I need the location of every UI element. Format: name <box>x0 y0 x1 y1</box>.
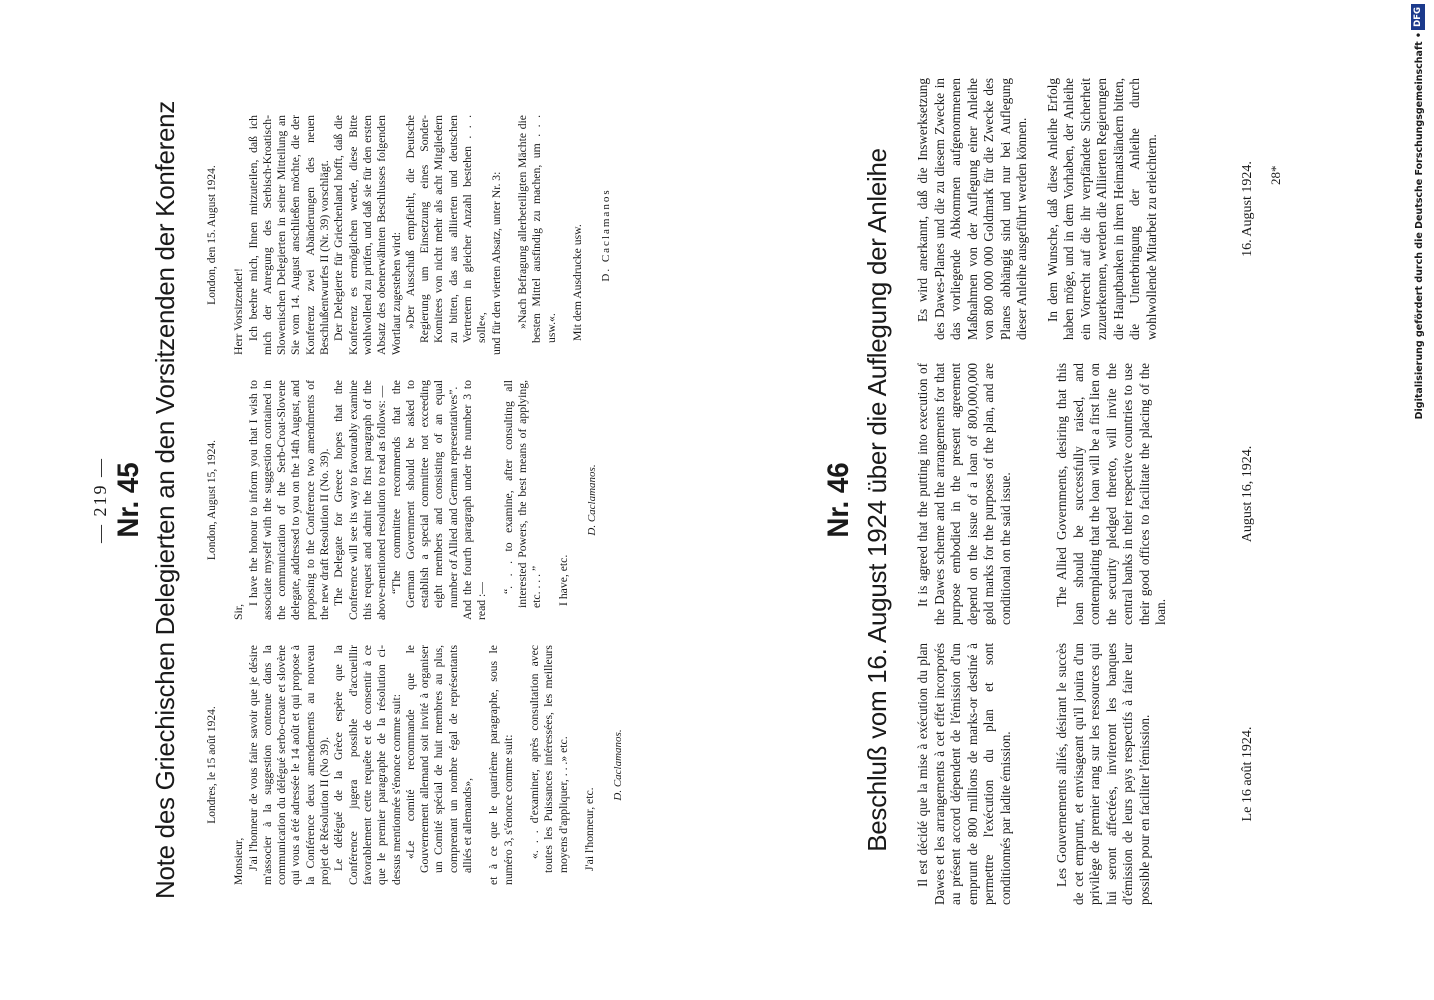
doc45-en-p1: I have the honour to inform you that I wish to associate myself with the suggestion contained in the communication of the Serb-Croat-Slovene delegate, addressed to you on the 14th August, and proposing to the Conference two amendments of the new draft Resolution II (No. 39). <box>246 380 332 620</box>
doc45-en-signature: D. Caclamanos. <box>585 464 598 536</box>
doc45-de-dateline: London, den 15. August 1924. <box>206 165 218 305</box>
doc45-de-p3: »Der Ausschuß empfiehlt, die Deutsche Regierung um Einsetzung eines Sonder-Komitees von nicht mehr als acht Mitgliedern zu bitten, das aus alliierten und deutschen Vertretern in gleicher Anzahl bestehen . . . solle«, <box>403 115 489 343</box>
doc45-fr-p3: «Le comité recommande que le Gouvernement allemand soit invité à organiser un Comité spécial de huit membres au plus, comprenant un nombre égal de représentants alliés et allemands», <box>403 645 475 873</box>
doc46-english-column <box>915 363 1170 625</box>
doc46-de-p2: In dem Wunsche, daß diese Anleihe Erfolg haben möge, und in dem Vorhaben, der Anleihe ein Vorrecht auf die ihr verpfändete Sicherheit zuzuerkennen, werden die Alliierten Regierungen die Hauptbanken in ihren Heimatsländern bitten, die Unterbringung der Anleihe durch wohlwollende Mitarbeit zu erleichtern. <box>1044 78 1159 340</box>
doc45-en-p2: The Delegate for Greece hopes that the Conference will see its way to favourably examine this request and admit the first paragraph of the above-mentioned resolution to read as follows: — <box>332 380 389 620</box>
doc45-fr-p2: Le délégué de la Grèce espère que la Conférence jugera possible d'accueillir favorablement cette requête et de consentir à ce que le premier paragraphe de la résolution ci-dessus mentionnée s'énonce comme suit: <box>332 645 403 885</box>
doc45-en-salutation: Sir, <box>232 603 246 620</box>
doc45-fr-p6: J'ai l'honneur, etc. <box>582 787 596 871</box>
doc45-en-p3: “The committee recommends that the German Government should be asked to establish a special committee not exceeding eight members and consisting of an equal number of Allied and German representatives”. <box>389 380 460 608</box>
doc46-number: Nr. 46 <box>822 462 855 538</box>
doc45-english-column <box>205 380 599 620</box>
doc45-fr-signature: D. Caclamanos. <box>612 729 625 801</box>
doc45-de-salutation: Herr Vorsitzender! <box>232 268 246 355</box>
doc45-en-p6: I have, etc. <box>556 554 570 606</box>
doc45-fr-p5: «. . . d'examiner, après consultation avec toutes les Puissances intéressées, les meilleurs moyens d'appliquer, . . .» etc. <box>527 645 570 873</box>
doc45-de-signature: D. Caclamanos <box>600 188 613 282</box>
dfg-watermark <box>1410 0 1432 1000</box>
doc46-en-p2: The Allied Governments, desiring that this loan should be successfully raised, and contemplating that the loan will be a first lien on the security pledged thereto, will invite the central banks in their respective countries to use their good offices to facilitate the placing of the loan. <box>1054 363 1168 625</box>
doc45-fr-salutation: Monsieur, <box>232 837 246 885</box>
doc45-fr-p4: et à ce que le quatrième paragraphe, sous le numéro 3, s'énonce comme suit: <box>487 645 515 885</box>
doc45-number: Nr. 45 <box>112 462 145 538</box>
doc46-de-date: 16. August 1924. <box>1240 161 1255 257</box>
page-number: — 219 — <box>90 457 110 543</box>
dfg-logo: DFG <box>1411 4 1425 30</box>
doc45-title: Note des Griechischen Delegierten an den Vorsitzenden der Konferenz <box>150 101 180 899</box>
doc46-german-column <box>915 78 1160 340</box>
doc46-french-column <box>915 643 1153 905</box>
doc45-french-column <box>205 645 625 885</box>
doc45-en-p5: “. . . to examine, after consulting all interested Powers, the best means of applying, etc. . . . ” <box>501 380 544 608</box>
doc46-fr-p1: Il est décidé que la mise à exécution du plan Dawes et les arrangements à cet effet incorporés au présent accord dépendent de l'émission d'un emprunt de 800 millions de marks-or destiné à permettre l'exécution du plan et sont conditionnés par ladite émission. <box>915 643 1013 905</box>
doc46-fr-date: Le 16 août 1924. <box>1240 726 1255 822</box>
doc45-de-p2: Der Delegierte für Griechenland hofft, daß die Konferenz es ermöglichen werde, diese Bitte wohlwollend zu prüfen, und daß sie für den ersten Absatz des obenerwähnten Beschlusses folgenden Wortlaut zugestehen wird: <box>332 115 403 355</box>
doc45-fr-p1: J'ai l'honneur de vous faire savoir que je désire m'associer à la suggestion contenue dans la communication du délégué serbo-croate et slovène qui vous a été adressée le 14 août et qui propose à la Conférence deux amendements au nouveau projet de Résolution II (No 39). <box>246 645 332 885</box>
doc46-en-date: August 16, 1924. <box>1240 445 1255 543</box>
doc46-fr-p2: Les Gouvernements alliés, désirant le succès de cet emprunt, et envisageant qu'il jouira d'un privilège de premier rang sur les ressources qui lui seront affectées, inviteront les banques d'émission de leurs pays respectifs à faire leur possible pour en faciliter l'émission. <box>1054 643 1152 905</box>
doc45-de-p5: »Nach Befragung allerbeteiligten Mächte die besten Mittel ausfindig zu machen, um . . . usw.«. <box>515 115 558 343</box>
doc45-german-column <box>205 115 613 355</box>
doc45-en-p4: And the fourth paragraph under the number 3 to read :— <box>461 380 489 620</box>
signature-mark: 28* <box>1268 165 1283 185</box>
doc45-en-dateline: London, August 15, 1924. <box>206 439 218 561</box>
doc45-de-p4: und für den vierten Absatz, unter Nr. 3: <box>489 171 503 355</box>
doc45-fr-dateline: Londres, le 15 août 1924. <box>206 706 218 824</box>
doc45-de-p1: Ich beehre mich, Ihnen mitzuteilen, daß ich mich der Anregung des Serbisch-Kroatisch-Slowenischen Delegierten in seiner Mitteilung an Sie vom 14. August anschließen möchte, die der Konferenz zwei Abänderungen des neuen Beschlußentwurfes II (Nr. 39) vorschlägt. <box>246 115 332 355</box>
doc46-de-p1: Es wird anerkannt, daß die Inswerksetzung des Dawes-Planes und die zu diesem Zwecke in das vorliegende Abkommen aufgenommenen Maßnahmen von der Auflegung einer Anleihe von 800 000 000 Goldmark für die Zwecke des Planes abhängig sind und nur bei Auflegung dieser Anleihe ausgeführt werden können. <box>915 78 1029 340</box>
doc45-de-p6: Mit dem Ausdrucke usw. <box>570 224 584 341</box>
watermark-text: Digitalisierung gefördert durch die Deutsche Forschungsgemeinschaft • <box>1414 32 1425 420</box>
doc46-title: Beschluß vom 16. August 1924 über die Auflegung der Anleihe <box>862 148 892 852</box>
doc46-en-p1: It is agreed that the putting into execution of the Dawes scheme and the arrangements for that purpose embodied in the present agreement depend on the issue of a loan of 800,000,000 gold marks for the purposes of the plan, and are conditional on the said issue. <box>915 363 1013 625</box>
